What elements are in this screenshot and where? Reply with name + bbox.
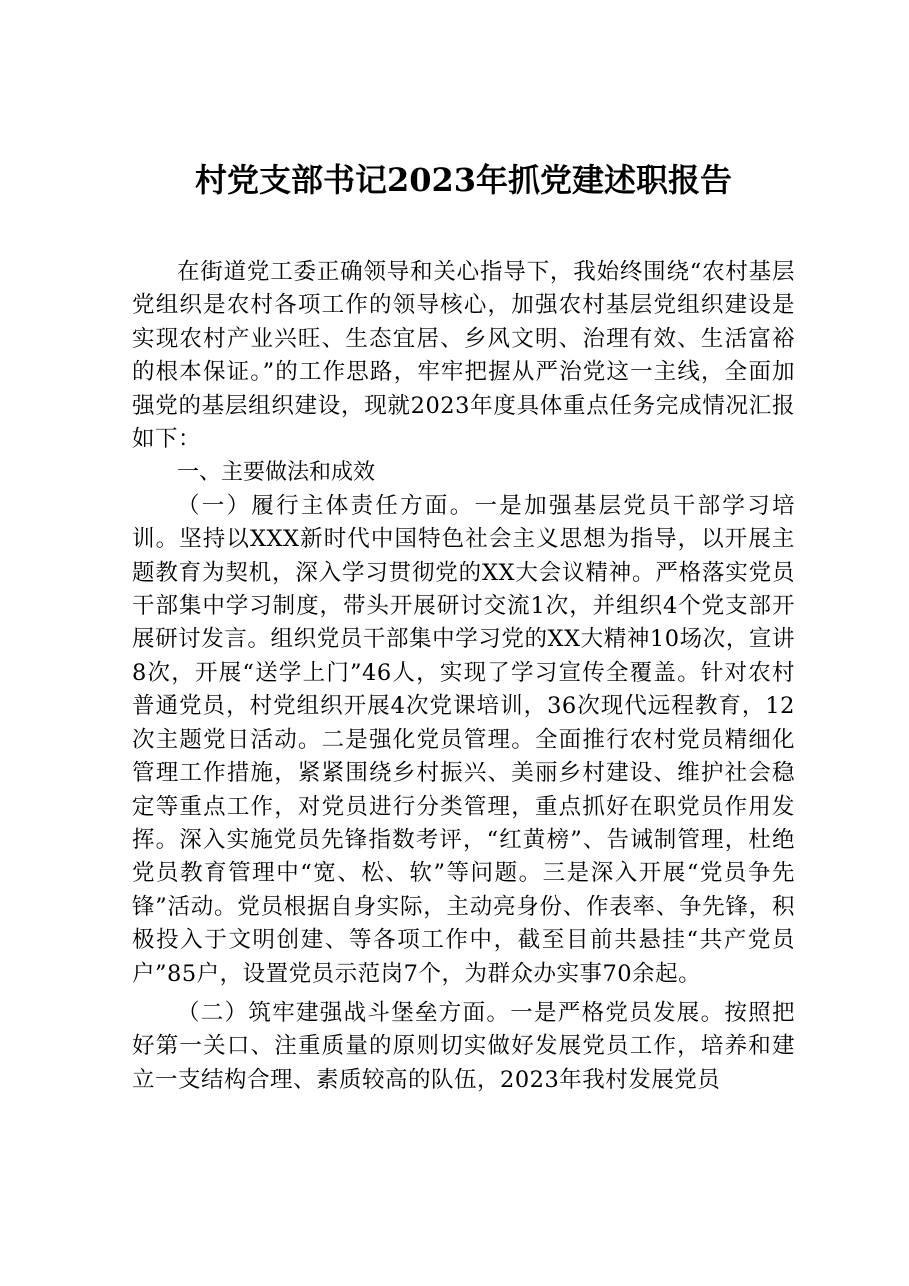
intro-paragraph: 在街道党工委正确领导和关心指导下，我始终围绕“农村基层党组织是农村各项工作的领导核心，加强农村基层党组织建设是实现农村产业兴旺、生态宜居、乡风文明、治理有效、生活富裕的根本保证。”的工作思路，牢牢把握从严治党这一主线，全面加强党的基层组织建设，现就2023年度具体重点任务完成情况汇报如下： bbox=[132, 259, 795, 453]
document-title: 村党支部书记2023年抓党建述职报告 bbox=[194, 161, 733, 199]
body-paragraph-2: （二）筑牢建强战斗堡垒方面。一是严格党员发展。按照把好第一关口、注重质量的原则切实做好发展党员工作，培养和建立一支结构合理、素质较高的队伍，2023年我村发展党员 bbox=[132, 999, 795, 1093]
document-page bbox=[132, 150, 795, 1097]
body-paragraph-1: （一）履行主体责任方面。一是加强基层党员干部学习培训。坚持以XXX新时代中国特色社会主义思想为指导，以开展主题教育为契机，深入学习贯彻党的XX大会议精神。严格落实党员干部集中学习制度，带头开展研讨交流1次，并组织4个党支部开展研讨发言。组织党员干部集中学习党的XX大精神10场次，宣讲8次，开展“送学上门”46人，实现了学习宣传全覆盖。针对农村普通党员，村党组织开展4次党课培训，36次现代远程教育，12次主题党日活动。二是强化党员管理。全面推行农村党员精细化管理工作措施，紧紧围绕乡村振兴、美丽乡村建设、维护社会稳定等重点工作，对党员进行分类管理，重点抓好在职党员作用发挥。深入实施党员先锋指数考评，“红黄榜”、告诫制管理，杜绝党员教育管理中“宽、松、软”等问题。三是深入开展“党员争先锋”活动。党员根据自身实际，主动亮身份、作表率、争先锋，积极投入于文明创建、等各项工作中，截至目前共悬挂“共产党员户”85户，设置党员示范岗7个，为群众办实事70余起。 bbox=[132, 492, 795, 987]
section-heading: 一、主要做法和成效 bbox=[177, 460, 376, 486]
